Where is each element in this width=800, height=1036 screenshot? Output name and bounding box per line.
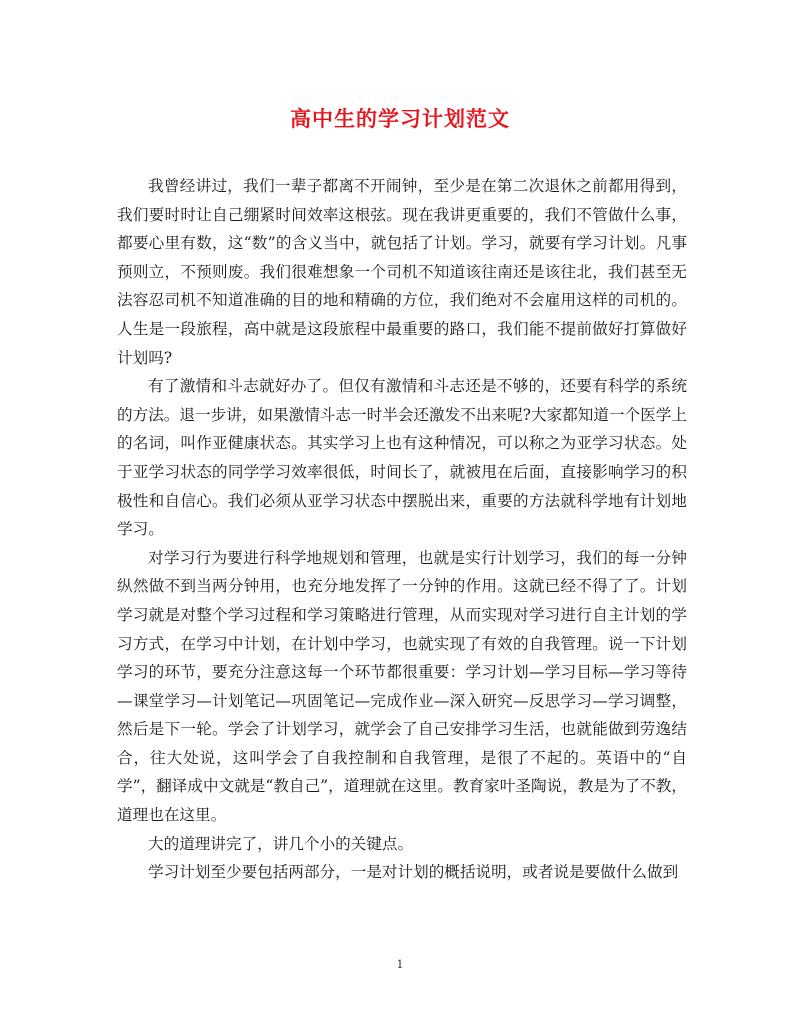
paragraph: 大的道理讲完了，讲几个小的关键点。	[148, 834, 414, 853]
document-title: 高中生的学习计划范文	[290, 106, 510, 131]
paragraph: 学习计划至少要包括两部分，一是对计划的概括说明，或者说是要做什么做到	[148, 863, 679, 882]
paragraph: 有了激情和斗志就好办了。但仅有激情和斗志还是不够的，还要有科学的系统的方法。退一步讲，如果激情斗志一时半会还激发不出来呢?大家都知道一个医学上的名词，叫作亚健康状态。其实学习上也有这种情况，可以称之为亚学习状态。处于亚学习状态的同学学习效率很低，时间长了，就被甩在后面，直接影响学习的积极性和自信心。我们必须从亚学习状态中摆脱出来，重要的方法就科学地有计划地学习。	[117, 377, 687, 539]
document-body	[117, 172, 687, 887]
paragraph: 我曾经讲过，我们一辈子都离不开闹钟，至少是在第二次退休之前都用得到，我们要时时让自己绷紧时间效率这根弦。现在我讲更重要的，我们不管做什么事，都要心里有数，这“数”的含义当中，就包括了计划。学习，就要有学习计划。凡事预则立，不预则废。我们很难想象一个司机不知道该往南还是该往北，我们甚至无法容忍司机不知道准确的目的地和精确的方位，我们绝对不会雇用这样的司机的。人生是一段旅程，高中就是这段旅程中最重要的路口，我们能不提前做好打算做好计划吗?	[117, 177, 687, 367]
paragraph: 对学习行为要进行科学地规划和管理，也就是实行计划学习，我们的每一分钟纵然做不到当两分钟用，也充分地发挥了一分钟的作用。这就已经不得了了。计划学习就是对整个学习过程和学习策略进行管理，从而实现对学习进行自主计划的学习方式，在学习中计划，在计划中学习，也就实现了有效的自我管理。说一下计划学习的环节，要充分注意这每一个环节都很重要：学习计划—学习目标—学习等待—课堂学习—计划笔记—巩固笔记—完成作业—深入研究—反思学习—学习调整，然后是下一轮。学会了计划学习，就学会了自己安排学习生活，也就能做到劳逸结合，往大处说，这叫学会了自我控制和自我管理，是很了不起的。英语中的“自学”，翻译成中文就是“教自己”，道理就在这里。教育家叶圣陶说，教是为了不教，道理也在这里。	[117, 548, 687, 825]
page-number: 1	[396, 958, 404, 971]
